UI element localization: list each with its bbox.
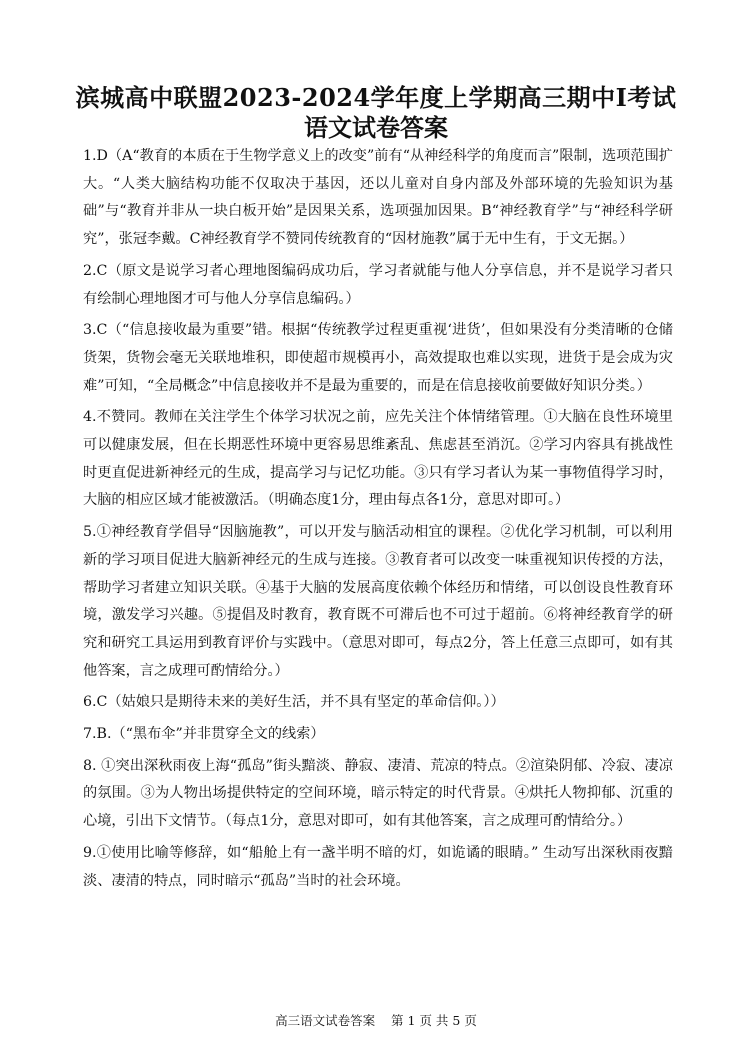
document-title: 滨城高中联盟2023-2024学年度上学期高三期中Ⅰ考试: [75, 83, 677, 112]
document-subtitle: 语文试卷答案: [304, 113, 448, 142]
answer-7: 7.B.（“黑布伞”并非贯穿全文的线索）: [83, 726, 325, 743]
answer-list: [83, 143, 673, 899]
answer-1: 1.D（A“教育的本质在于生物学意义上的改变”前有“从神经科学的角度而言”限制，选项范围扩大。“人类大脑结构功能不仅取决于基因，还以儿童对自身内部及外部环境的先验知识为基础”与“教育并非从一块白板开始”是因果关系，选项强加因果。B“神经教育学”与“神经科学研究”，张冠李戴。C神经教育学不赞同传统教育的“因材施教”属于无中生有，于文无据。）: [83, 148, 673, 248]
answer-5: 5.①神经教育学倡导“因脑施教”，可以开发与脑活动相宜的课程。②优化学习机制，可以利用新的学习项目促进大脑新神经元的生成与连接。③教育者可以改变一味重视知识传授的方法，帮助学习者建立知识关联。④基于大脑的发展高度依赖个体经历和情绪，可以创设良性教育环境，激发学习兴趣。⑤提倡及时教育，教育既不可滞后也不可过于超前。⑥将神经教育学的研究和研究工具运用到教育评价与实践中。（意思对即可，每点2分，答上任意三点即可，如有其他答案，言之成理可酌情给分。）: [83, 524, 673, 679]
answer-8: 8. ①突出深秋雨夜上海“孤岛”街头黯淡、静寂、凄清、荒凉的特点。②渲染阴郁、冷寂、凄凉的氛围。③为人物出场提供特定的空间环境，暗示特定的时代背景。④烘托人物抑郁、沉重的心境，引出下文情节。（每点1分，意思对即可，如有其他答案，言之成理可酌情给分。）: [83, 757, 673, 830]
answer-3: 3.C（“信息接收最为重要”错。根据“传统教学过程更重视‘进货’，但如果没有分类清晰的仓储货架，货物会毫无关联地堆积，即使超市规模再小，高效提取也难以实现，进货于是会成为灾难”可知，“全局概念”中信息接收并不是最为重要的，而是在信息接收前要做好知识分类。）: [83, 322, 673, 394]
answer-6: 6.C（姑娘只是期待未来的美好生活，并不具有坚定的革命信仰。））: [83, 694, 505, 711]
answer-9: 9.①使用比喻等修辞，如“船舱上有一盏半明不暗的灯，如诡谲的眼睛。” 生动写出深秋雨夜黯淡、凄清的特点，同时暗示“孤岛”当时的社会环境。: [83, 844, 673, 889]
answer-4: 4.不赞同。教师在关注学生个体学习状况之前，应先关注个体情绪管理。①大脑在良性环境里可以健康发展，但在长期恶性环境中更容易思维紊乱、焦虑甚至消沉。②学习内容具有挑战性时更直促进新神经元的生成，提高学习与记忆功能。③只有学习者认为某一事物值得学习时，大脑的相应区域才能被激活。（明确态度1分，理由每点各1分，意思对即可。）: [83, 409, 673, 509]
answer-2: 2.C（原文是说学习者心理地图编码成功后，学习者就能与他人分享信息，并不是说学习者只有绘制心理地图才可与他人分享信息编码。）: [83, 262, 673, 307]
page-footer: 高三语文试卷答案 第 1 页 共 5 页: [275, 1013, 477, 1028]
